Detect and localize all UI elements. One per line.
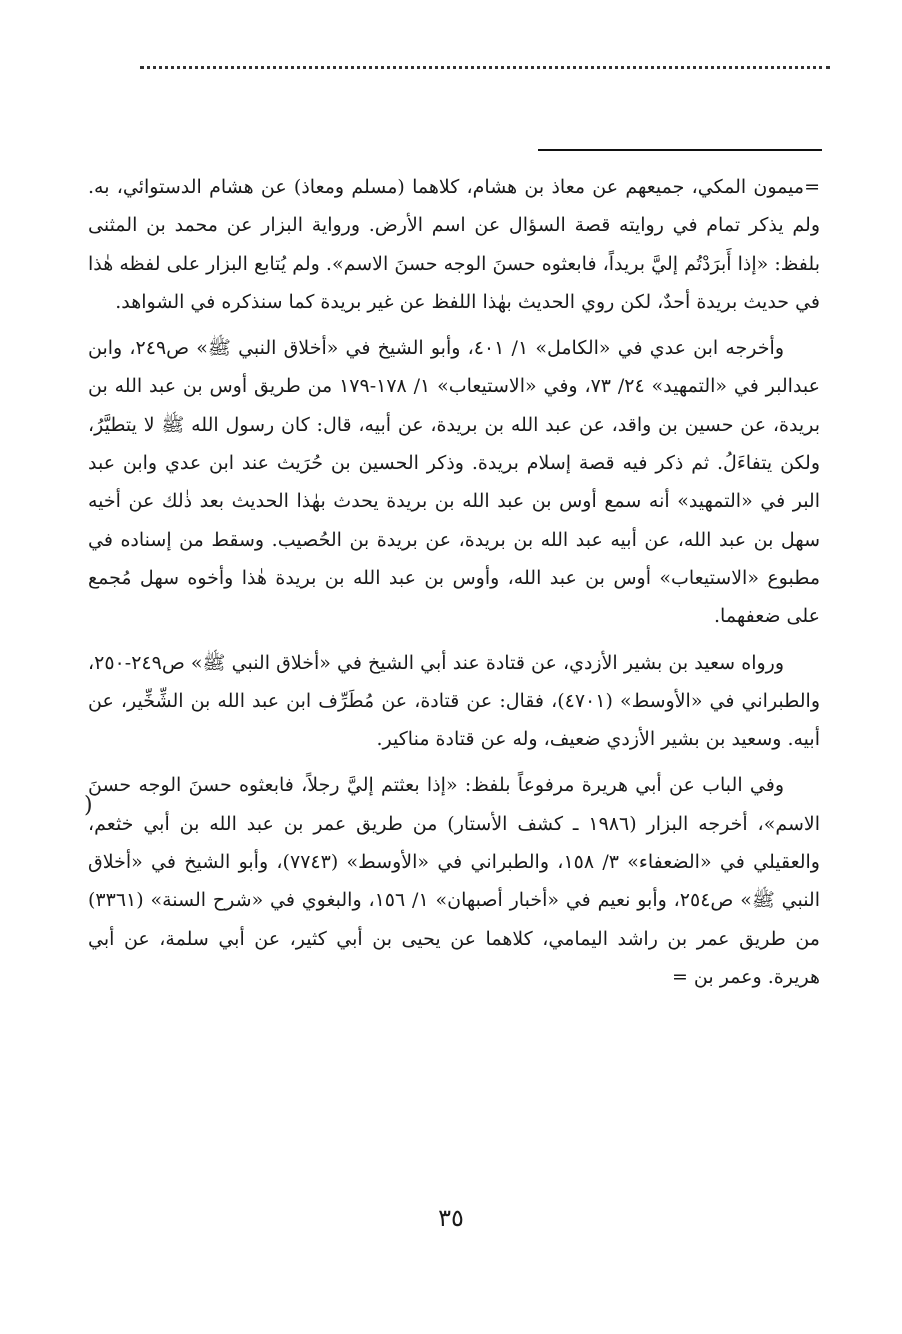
footnote-text [88, 168, 820, 1004]
paragraph-3: ورواه سعيد بن بشير الأزدي، عن قتادة عند أبي الشيخ في «أخلاق النبي ﷺ» ص٢٤٩-٢٥٠، والطبراني في «الأوسط» (٤٧٠١)، فقال: عن قتادة، عن مُطَرِّف ابن عبد الله بن الشِّخِّير، عن أبيه. وسعيد بن بشير الأزدي ضعيف، وله عن قتادة مناكير. [88, 651, 820, 751]
margin-mark: ( [84, 793, 93, 818]
footnote-separator [538, 149, 822, 151]
paragraph-2: وأخرجه ابن عدي في «الكامل» ١/ ٤٠١، وأبو الشيخ في «أخلاق النبي ﷺ» ص٢٤٩، وابن عبدالبر في «التمهيد» ٢٤/ ٧٣، وفي «الاستيعاب» ١/ ١٧٨-١٧٩ من طريق أوس بن عبد الله بن بريدة، عن حسين بن واقد، عن عبد الله بن بريدة، عن أبيه، قال: كان رسول الله ﷺ لا يتطيَّرُ، ولكن يتفاءَلُ. ثم ذكر فيه قصة إسلام بريدة. وذكر الحسين بن حُرَيث عند ابن عدي وابن عبد البر في «التمهيد» أنه سمع أوس بن عبد الله بن بريدة يحدث بهٰذا الحديث بعد ذٰلك عن أخيه سهل بن عبد الله، عن أبيه عبد الله بن بريدة، عن بريدة بن الحُصيب. وسقط من إسناده في مطبوع «الاستيعاب» أوس بن عبد الله، وأوس بن عبد الله بن بريدة هٰذا وأخوه سهل مُجمع على ضعفهما. [88, 337, 821, 628]
page-number: ٣٥ [438, 1204, 464, 1232]
paragraph-4: وفي الباب عن أبي هريرة مرفوعاً بلفظ: «إذا بعثتم إليَّ رجلاً، فابعثوه حسنَ الوجه حسنَ الاسم»، أخرجه البزار (١٩٨٦ ـ كشف الأستار) من طريق عمر بن عبد الله بن أبي خثعم، والعقيلي في «الضعفاء» ٣/ ١٥٨، والطبراني في «الأوسط» (٧٧٤٣)، وأبو الشيخ في «أخلاق النبي ﷺ» ص٢٥٤، وأبو نعيم في «أخبار أصبهان» ١/ ١٥٦، والبغوي في «شرح السنة» (٣٣٦١) من طريق عمر بن راشد اليمامي، كلاهما عن يحيى بن أبي كثير، عن أبي سلمة، عن أبي هريرة. وعمر بن = [88, 774, 820, 988]
paragraph-1: =ميمون المكي، جميعهم عن معاذ بن هشام، كلاهما (مسلم ومعاذ) عن هشام الدستوائي، به. ولم يذكر تمام في روايته قصة السؤال عن اسم الأرض. ورواية البزار عن محمد بن المثنى بلفظ: «إذا أَبرَدْتُم إليَّ بريداً، فابعثوه حسنَ الوجه حسنَ الاسم». ولم يُتابع البزار على لفظه هٰذا في حديث بريدة أحدٌ، لكن روي الحديث بهٰذا اللفظ عن غير بريدة كما سنذكره في الشواهد. [88, 176, 820, 313]
dotted-header-rule [140, 66, 830, 69]
